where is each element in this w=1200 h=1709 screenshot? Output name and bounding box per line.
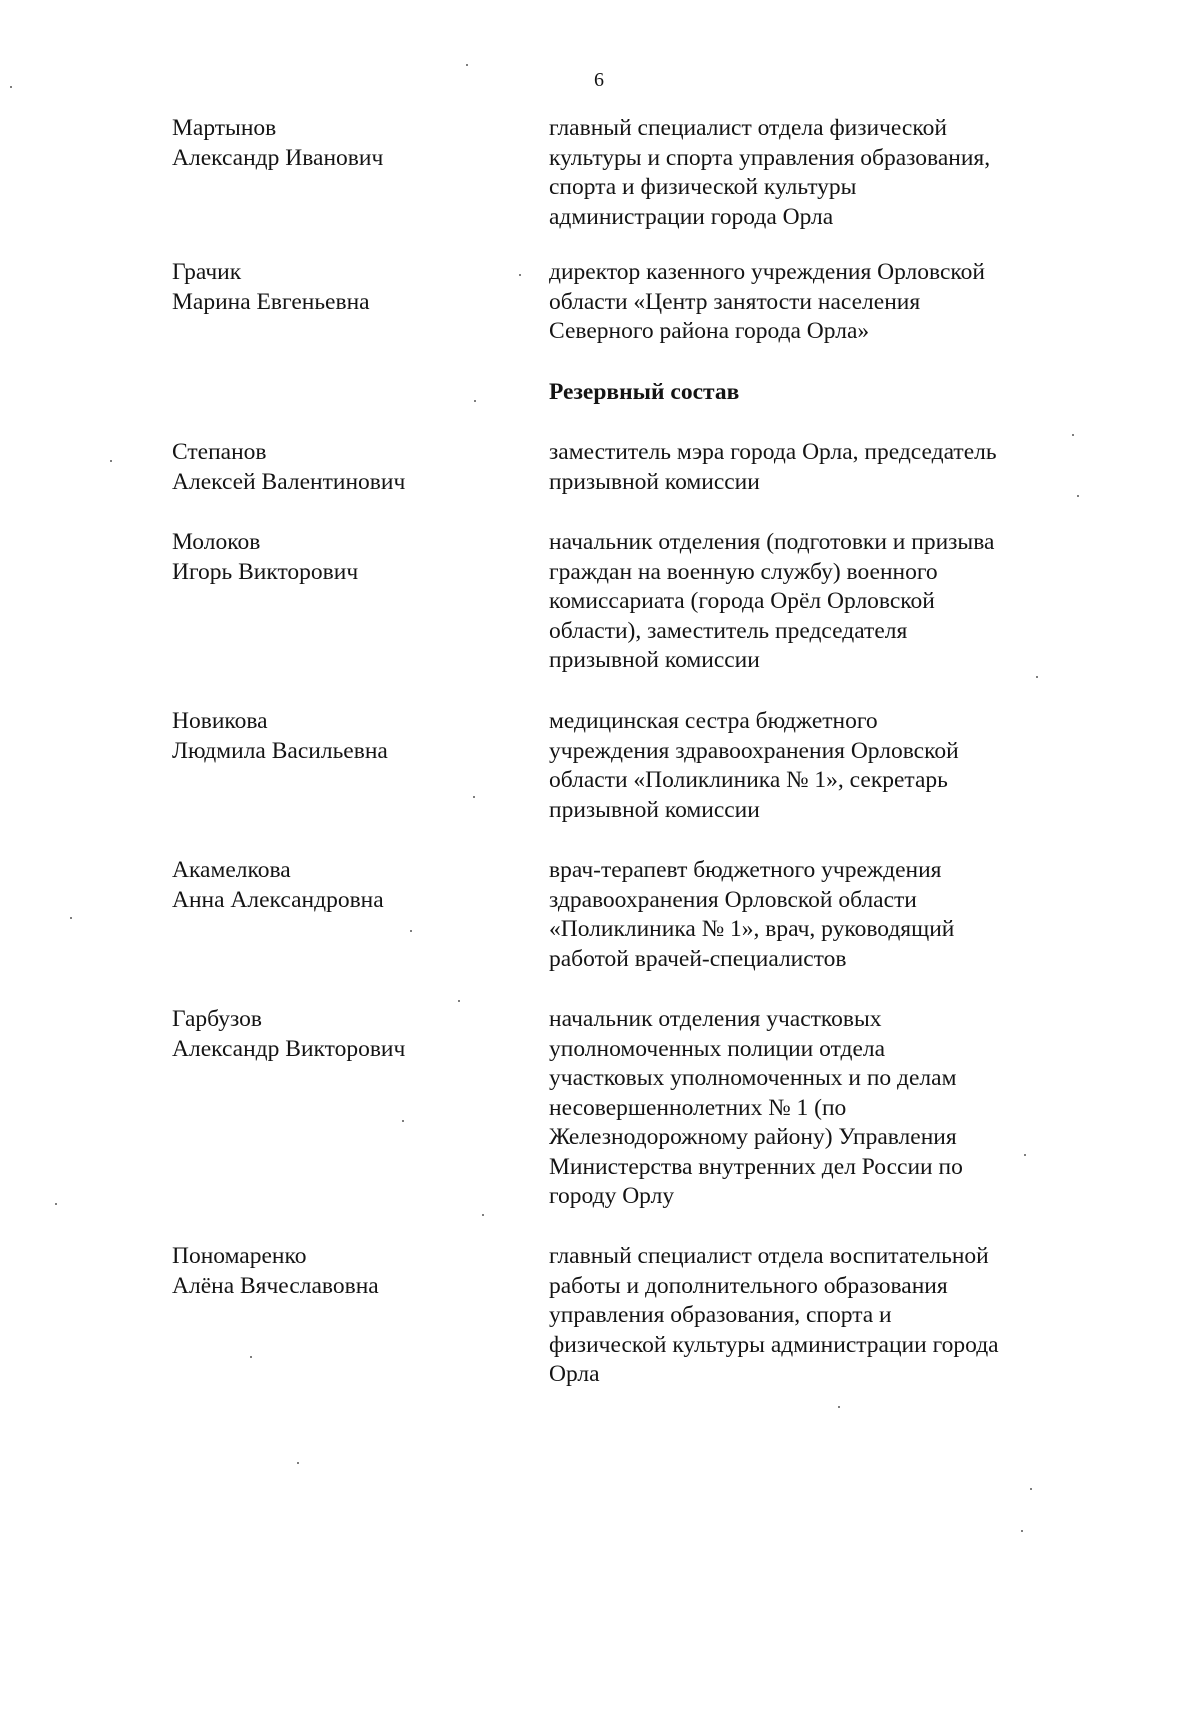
member-given-name: Людмила Васильевна: [172, 737, 388, 764]
member-given-name: Алексей Валентинович: [172, 468, 406, 495]
scan-speck: [1021, 1530, 1023, 1532]
member-given-name: Алёна Вячеславовна: [172, 1272, 379, 1299]
position-line: спорта и физической культуры: [549, 174, 857, 200]
position-line: призывной комиссии: [549, 468, 760, 495]
member-given-name: Марина Евгеньевна: [172, 288, 370, 315]
position-line: области «Центр занятости населения: [549, 288, 921, 315]
member-name: [172, 1242, 512, 1301]
member-position: [549, 528, 1069, 676]
member-position: [549, 856, 1069, 974]
position-line: участковых уполномоченных и по делам: [549, 1065, 957, 1091]
position-line: Железнодорожному району) Управления: [549, 1124, 957, 1150]
scan-speck: [458, 1000, 460, 1002]
scan-speck: [110, 460, 112, 462]
position-line: заместитель мэра города Орла, председатель: [549, 439, 997, 465]
position-line: «Поликлиника № 1», врач, руководящий: [549, 916, 955, 942]
position-line: несовершеннолетних № 1 (по: [549, 1094, 847, 1121]
member-surname: Акамелкова: [172, 857, 291, 883]
position-line: призывной комиссии: [549, 796, 760, 823]
reserve-heading: Резервный состав: [549, 379, 740, 405]
scan-speck: [10, 86, 12, 88]
position-line: граждан на военную службу) военного: [549, 558, 938, 585]
member-position: [549, 438, 1069, 497]
member-name: [172, 114, 512, 173]
scan-speck: [473, 796, 475, 798]
position-line: городу Орлу: [549, 1183, 675, 1209]
member-surname: Пономаренко: [172, 1243, 307, 1269]
member-position: [549, 258, 1069, 347]
position-line: Орла: [549, 1361, 600, 1387]
scan-speck: [1077, 495, 1079, 497]
position-line: уполномоченных полиции отдела: [549, 1035, 886, 1062]
scan-speck: [1072, 434, 1074, 436]
position-line: начальник отделения участковых: [549, 1006, 882, 1032]
member-name: [172, 528, 512, 587]
position-line: области), заместитель председателя: [549, 617, 908, 644]
scan-speck: [1024, 1154, 1026, 1156]
scan-speck: [410, 930, 412, 932]
scan-speck: [1030, 1488, 1032, 1490]
member-name: [172, 707, 512, 766]
scan-speck: [519, 274, 521, 276]
position-line: администрации города Орла: [549, 203, 834, 230]
position-line: области «Поликлиника № 1», секретарь: [549, 767, 948, 793]
scan-speck: [466, 64, 468, 66]
position-line: Министерства внутренних дел России по: [549, 1153, 963, 1180]
position-line: физической культуры администрации города: [549, 1331, 999, 1358]
member-name: [172, 438, 512, 497]
member-name: [172, 856, 512, 915]
position-line: Северного района города Орла»: [549, 318, 870, 344]
position-line: медицинская сестра бюджетного: [549, 708, 878, 734]
member-given-name: Анна Александровна: [172, 886, 384, 913]
position-line: управления образования, спорта и: [549, 1302, 892, 1328]
scan-speck: [482, 1214, 484, 1216]
position-line: врач-терапевт бюджетного учреждения: [549, 857, 942, 883]
member-surname: Степанов: [172, 439, 267, 465]
scan-speck: [402, 1120, 404, 1122]
member-surname: Молоков: [172, 529, 261, 555]
position-line: главный специалист отдела физической: [549, 115, 947, 141]
position-line: работой врачей-специалистов: [549, 945, 847, 972]
position-line: комиссариата (города Орёл Орловской: [549, 588, 935, 614]
position-line: работы и дополнительного образования: [549, 1272, 948, 1299]
scan-speck: [250, 1356, 252, 1358]
scan-speck: [297, 1462, 299, 1464]
page-number: 6: [594, 69, 604, 91]
scan-speck: [55, 1203, 57, 1205]
member-given-name: Игорь Викторович: [172, 558, 359, 585]
position-line: призывной комиссии: [549, 647, 760, 673]
member-surname: Мартынов: [172, 115, 277, 141]
scan-speck: [1036, 676, 1038, 678]
member-position: [549, 707, 1069, 825]
member-position: [549, 1242, 1069, 1390]
position-line: начальник отделения (подготовки и призыва: [549, 529, 995, 555]
scan-speck: [70, 917, 72, 919]
member-name: [172, 1005, 512, 1064]
scan-speck: [474, 400, 476, 402]
member-name: [172, 258, 512, 317]
member-surname: Грачик: [172, 259, 242, 285]
member-surname: Новикова: [172, 708, 268, 734]
member-position: [549, 1005, 1069, 1212]
scan-speck: [838, 1406, 840, 1408]
position-line: здравоохранения Орловской области: [549, 886, 917, 913]
member-surname: Гарбузов: [172, 1006, 262, 1032]
position-line: главный специалист отдела воспитательной: [549, 1243, 989, 1269]
position-line: культуры и спорта управления образования,: [549, 144, 991, 171]
member-given-name: Александр Викторович: [172, 1035, 406, 1062]
member-position: [549, 114, 1069, 232]
position-line: учреждения здравоохранения Орловской: [549, 737, 959, 764]
member-given-name: Александр Иванович: [172, 144, 384, 171]
position-line: директор казенного учреждения Орловской: [549, 259, 985, 285]
